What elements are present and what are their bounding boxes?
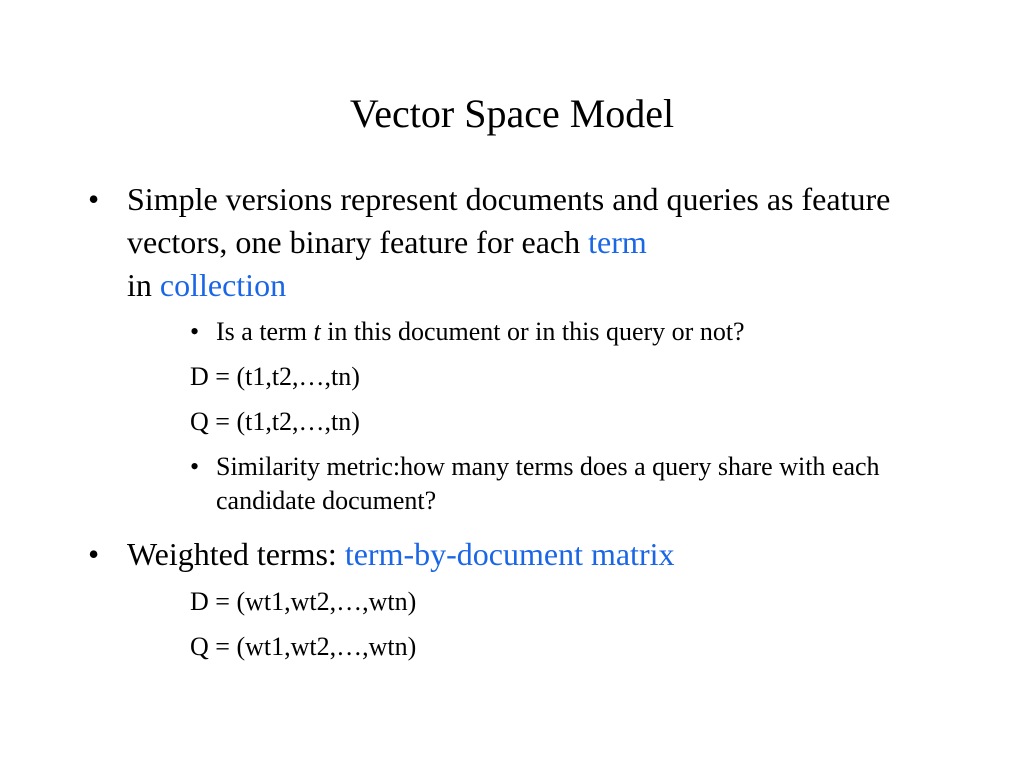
highlight-collection: collection [159,267,287,303]
slide-title: Vector Space Model [349,91,675,136]
bullet-text: in [127,267,160,303]
sub-bullet-similarity-metric [190,450,976,518]
sub-bullet-text: Similarity metric:how many terms does a query share with each candidate document? [216,452,880,515]
document-vector-weighted: D = (wt1,wt2,…,wtn) [190,587,417,616]
bullet-text: Weighted terms: [127,536,345,572]
bullet-dot-icon: • [190,317,200,346]
bullet-dot-icon: • [88,181,100,217]
italic-term-t: t [313,317,321,346]
bullet-dot-icon: • [88,536,100,572]
bullet-text: Simple versions represent documents and queries as feature vectors, one binary feature for each [127,181,891,260]
query-vector-weighted: Q = (wt1,wt2,…,wtn) [190,632,417,661]
highlight-term: term [588,224,647,260]
query-vector-binary: Q = (t1,t2,…,tn) [190,407,360,436]
document-vector-binary: D = (t1,t2,…,tn) [190,362,360,391]
highlight-term-by-document-matrix: term-by-document matrix [344,536,675,572]
sub-bullet-text: in this document or in this query or not? [320,317,745,346]
bullet-dot-icon: • [190,452,200,481]
bullet-binary-features [88,178,967,307]
sub-bullet-term-presence [190,315,976,349]
sub-bullet-text: Is a term [216,317,314,346]
bullet-weighted-terms [88,533,967,576]
